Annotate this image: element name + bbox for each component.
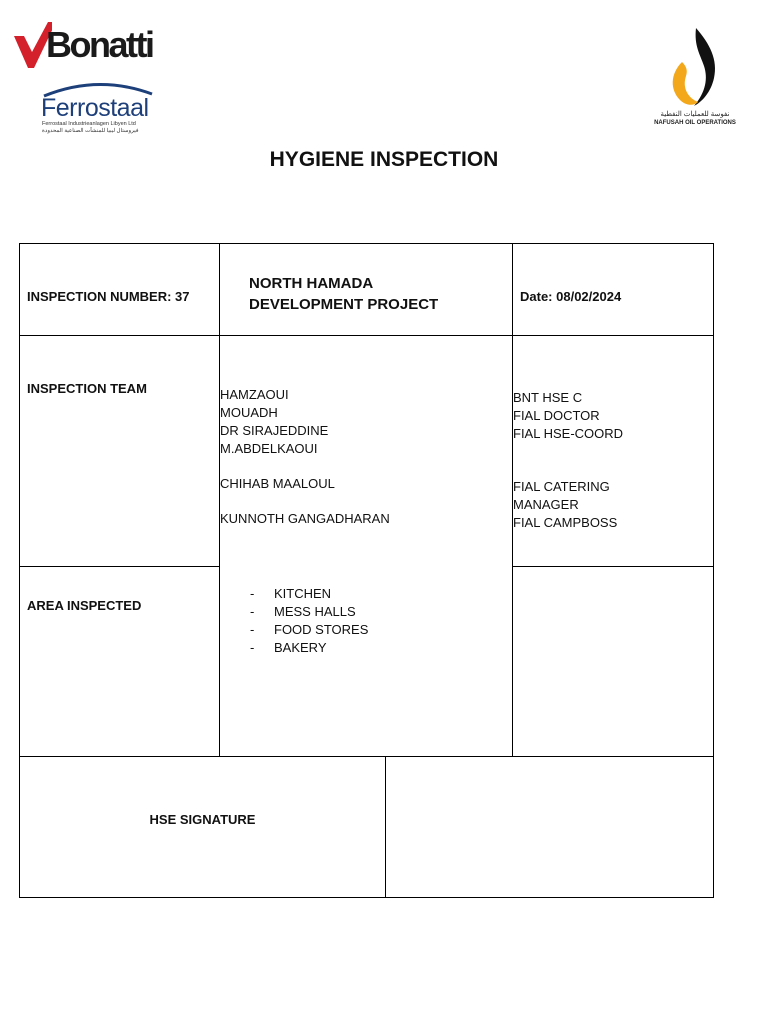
inspection-date: Date: 08/02/2024	[520, 289, 622, 304]
table-row-divider	[512, 566, 714, 567]
bonatti-logo	[12, 20, 162, 72]
flame-icon	[664, 26, 726, 108]
team-member-name: CHIHAB MAALOUL	[220, 476, 335, 491]
team-member-name: KUNNOTH GANGADHARAN	[220, 511, 390, 526]
team-member-name: DR SIRAJEDDINE	[220, 423, 329, 438]
ferrostaal-subtitle-en: Ferrostaal Industrieanlagen Libyen Ltd	[42, 121, 136, 127]
bonatti-wordmark: Bonatti	[46, 24, 153, 65]
ferrostaal-wordmark: Ferrostaal	[41, 94, 149, 122]
ferrostaal-logo	[40, 80, 160, 134]
ferrostaal-subtitle-ar: فيروستال ليبيا للمنشآت الصناعية المحدودة	[42, 128, 139, 134]
signature-box	[386, 757, 713, 897]
nafusah-english-name: NAFUSAH OIL OPERATIONS	[654, 120, 736, 126]
team-roles-list	[513, 389, 708, 532]
list-item: - FOOD STORES	[250, 621, 368, 639]
table-row-divider	[19, 566, 220, 567]
nafusah-logo	[650, 26, 740, 130]
team-member-role: MANAGER	[513, 497, 579, 512]
team-names-list	[220, 386, 505, 528]
team-member-name: HAMZAOUI	[220, 387, 289, 402]
table-border-bottom	[19, 897, 714, 898]
list-item: - BAKERY	[250, 639, 368, 657]
area-inspected-label: AREA INSPECTED	[27, 598, 142, 613]
team-member-role: BNT HSE C	[513, 390, 583, 405]
table-border-right	[713, 243, 714, 898]
inspection-team-label: INSPECTION TEAM	[27, 381, 147, 396]
team-member-role: FIAL CAMPBOSS	[513, 515, 618, 530]
team-member-name: M.ABDELKAOUI	[220, 441, 318, 456]
nafusah-arabic-name: نفوسة للعمليات النفطية	[660, 111, 730, 118]
project-name-line: DEVELOPMENT PROJECT	[249, 296, 439, 313]
list-item: - KITCHEN	[250, 585, 368, 603]
hse-signature-label: HSE SIGNATURE	[149, 812, 256, 827]
table-border-left	[19, 243, 20, 898]
team-member-role: FIAL HSE-COORD	[513, 426, 624, 441]
team-member-role: FIAL DOCTOR	[513, 408, 600, 423]
table-border-top	[19, 243, 714, 244]
team-member-name: MOUADH	[220, 405, 278, 420]
area-list	[250, 585, 368, 657]
project-name-line: NORTH HAMADA	[249, 275, 374, 292]
project-name	[249, 273, 499, 315]
table-row-divider	[19, 335, 714, 336]
page-title: HYGIENE INSPECTION	[269, 148, 499, 171]
team-member-role: FIAL CATERING	[513, 479, 610, 494]
list-item: - MESS HALLS	[250, 603, 368, 621]
inspection-number: INSPECTION NUMBER: 37	[27, 289, 190, 304]
